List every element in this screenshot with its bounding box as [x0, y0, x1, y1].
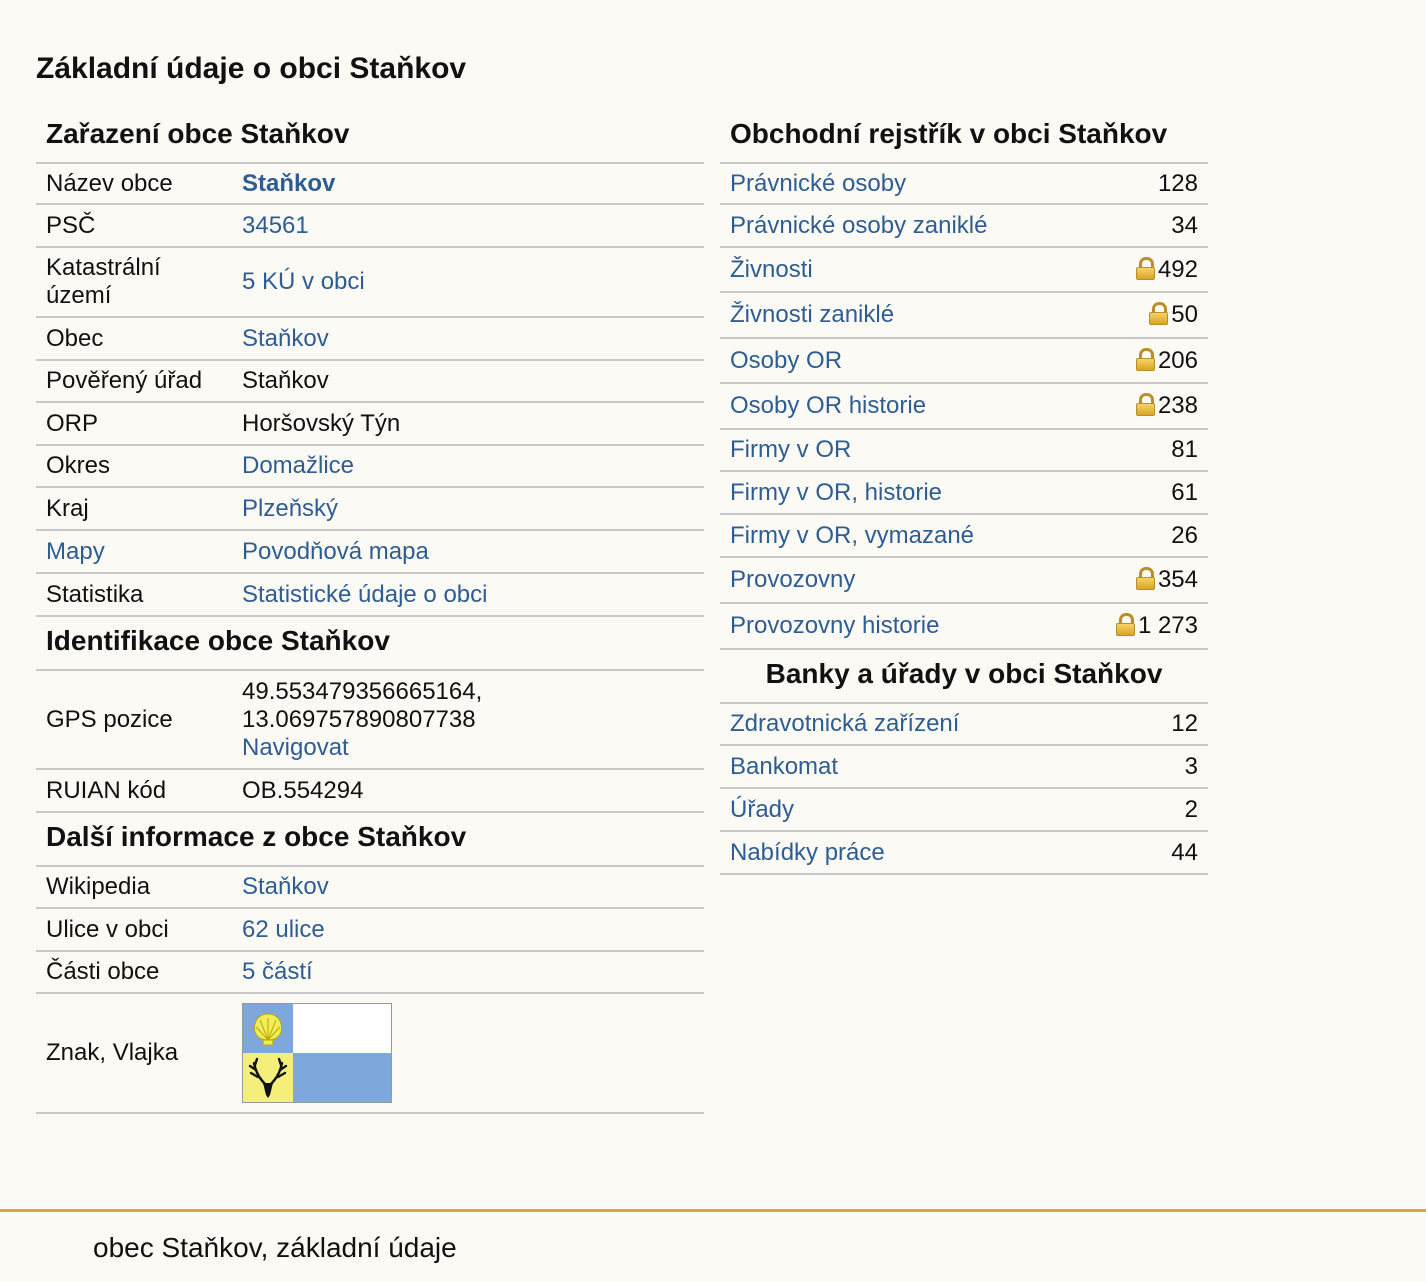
trades-link[interactable]: Živnosti: [730, 255, 813, 283]
flag: [293, 1004, 391, 1102]
table-row: [720, 429, 1208, 471]
health-facilities-link[interactable]: Zdravotnická zařízení: [730, 710, 960, 737]
table-row: [720, 383, 1208, 429]
footer-divider: [0, 1209, 1426, 1212]
section-heading-rejstrik: Obchodní rejstřík v obci Staňkov: [730, 118, 1168, 149]
row-label: PSČ: [36, 204, 232, 247]
row-label: Statistika: [36, 573, 232, 616]
page-title: Základní údaje o obci Staňkov: [36, 52, 467, 85]
statistics-link[interactable]: Statistické údaje o obci: [242, 580, 488, 608]
row-label: ORP: [36, 402, 232, 445]
dalsi-table: [36, 865, 704, 1114]
count-value: 44: [1131, 831, 1208, 874]
coat-of-arms: [243, 1004, 293, 1102]
deer-antlers-icon: [243, 1053, 293, 1102]
postal-code-link[interactable]: 34561: [242, 211, 309, 239]
orp-value: Horšovský Týn: [232, 402, 704, 445]
establishments-link[interactable]: Provozovny: [730, 566, 856, 593]
table-row: [720, 788, 1208, 831]
section-heading-identifikace: Identifikace obce Staňkov: [46, 625, 390, 656]
footer-text: obec Staňkov, základní údaje: [93, 1232, 457, 1263]
companies-or-history-link[interactable]: Firmy v OR, historie: [730, 478, 943, 506]
count-value: 12: [1131, 703, 1208, 745]
table-row: [720, 745, 1208, 788]
count-value: 238: [1157, 392, 1198, 419]
navigate-link[interactable]: Navigovat: [242, 733, 349, 761]
banky-table: [720, 702, 1208, 875]
count-value: 2: [1131, 788, 1208, 831]
streets-link[interactable]: 62 ulice: [242, 915, 325, 943]
count-value: 1 273: [1137, 612, 1198, 639]
table-row: [36, 317, 704, 360]
table-row: [720, 831, 1208, 874]
authorized-office-value: Staňkov: [232, 360, 704, 402]
job-offers-link[interactable]: Nabídky práce: [730, 838, 885, 866]
coat-of-arms-and-flag: [242, 1003, 392, 1103]
district-link[interactable]: Domažlice: [242, 452, 355, 479]
count-value: 81: [1077, 429, 1208, 471]
cadastral-area-link[interactable]: 5 KÚ v obci: [242, 268, 365, 295]
table-row: [720, 557, 1208, 603]
row-label: Obec: [36, 317, 232, 360]
establishments-history-link[interactable]: Provozovny historie: [730, 612, 940, 639]
table-row: [720, 603, 1208, 649]
right-column: [720, 110, 1208, 875]
table-row: [720, 163, 1208, 204]
row-label: Název obce: [36, 163, 232, 204]
wikipedia-link[interactable]: Staňkov: [242, 873, 329, 900]
lock-icon: [1136, 567, 1155, 589]
offices-link[interactable]: Úřady: [730, 795, 795, 823]
table-row: [36, 204, 704, 247]
maps-link[interactable]: Mapy: [46, 537, 105, 565]
count-value: 61: [1077, 471, 1208, 514]
municipality-link[interactable]: Staňkov: [242, 324, 329, 352]
count-value: 206: [1157, 346, 1198, 374]
gps-latitude: 49.553479356665164,: [242, 677, 483, 705]
companies-or-link[interactable]: Firmy v OR: [730, 436, 852, 463]
lock-icon: [1116, 613, 1135, 635]
atm-link[interactable]: Bankomat: [730, 752, 839, 780]
scallop-shell-icon: [243, 1004, 293, 1053]
table-row: [36, 487, 704, 530]
companies-or-deleted-link[interactable]: Firmy v OR, vymazané: [730, 521, 975, 549]
count-value: 128: [1077, 163, 1208, 204]
table-row: [36, 530, 704, 573]
row-label: Wikipedia: [36, 866, 232, 908]
count-value: 354: [1157, 566, 1198, 593]
table-row: [36, 445, 704, 487]
persons-or-history-link[interactable]: Osoby OR historie: [730, 392, 927, 419]
trades-defunct-link[interactable]: Živnosti zaniklé: [730, 301, 895, 328]
row-label: GPS pozice: [36, 670, 232, 769]
legal-entities-defunct-link[interactable]: Právnické osoby zaniklé: [730, 211, 988, 239]
lock-icon: [1149, 302, 1168, 324]
table-row: [36, 402, 704, 445]
row-label: RUIAN kód: [36, 769, 232, 812]
lock-icon: [1136, 393, 1155, 415]
count-value: 3: [1131, 745, 1208, 788]
table-row: [36, 908, 704, 951]
section-heading-dalsi: Další informace z obce Staňkov: [46, 821, 467, 852]
identifikace-table: [36, 669, 704, 813]
count-value: 50: [1171, 301, 1198, 328]
parts-link[interactable]: 5 částí: [242, 958, 313, 985]
table-row: [36, 360, 704, 402]
left-column: [36, 110, 704, 1114]
table-row: [720, 292, 1208, 338]
row-label: Znak, Vlajka: [36, 993, 232, 1113]
table-row: [720, 338, 1208, 383]
table-row: [36, 951, 704, 993]
flood-map-link[interactable]: Povodňová mapa: [242, 537, 429, 565]
section-heading-banky: Banky a úřady v obci Staňkov: [765, 658, 1163, 689]
row-label: Katastrální území: [36, 247, 232, 317]
table-row: [720, 514, 1208, 557]
table-row: [36, 769, 704, 812]
count-value: 26: [1077, 514, 1208, 557]
row-label: Pověřený úřad: [36, 360, 232, 402]
table-row: [36, 993, 704, 1113]
table-row: [720, 204, 1208, 247]
table-row: [720, 471, 1208, 514]
row-label: Části obce: [36, 951, 232, 993]
zarazeni-table: [36, 162, 704, 617]
count-value: 34: [1077, 204, 1208, 247]
table-row: [36, 247, 704, 317]
table-row: [36, 163, 704, 204]
gps-longitude: 13.069757890807738: [242, 705, 476, 733]
rejstrik-table: [720, 162, 1208, 650]
table-row: [720, 703, 1208, 745]
persons-or-link[interactable]: Osoby OR: [730, 346, 843, 374]
region-link[interactable]: Plzeňský: [242, 494, 339, 522]
table-row: [36, 573, 704, 616]
row-label: Kraj: [36, 487, 232, 530]
table-row: [36, 866, 704, 908]
legal-entities-link[interactable]: Právnické osoby: [730, 169, 907, 197]
count-value: 492: [1157, 255, 1198, 283]
row-label: Okres: [36, 445, 232, 487]
lock-icon: [1136, 348, 1155, 370]
lock-icon: [1136, 257, 1155, 279]
ruian-code-value: OB.554294: [232, 769, 704, 812]
row-label: Ulice v obci: [36, 908, 232, 951]
table-row: [36, 670, 704, 769]
section-heading-zarazeni: Zařazení obce Staňkov: [46, 118, 350, 149]
table-row: [720, 247, 1208, 292]
municipality-name-link[interactable]: Staňkov: [242, 169, 336, 197]
